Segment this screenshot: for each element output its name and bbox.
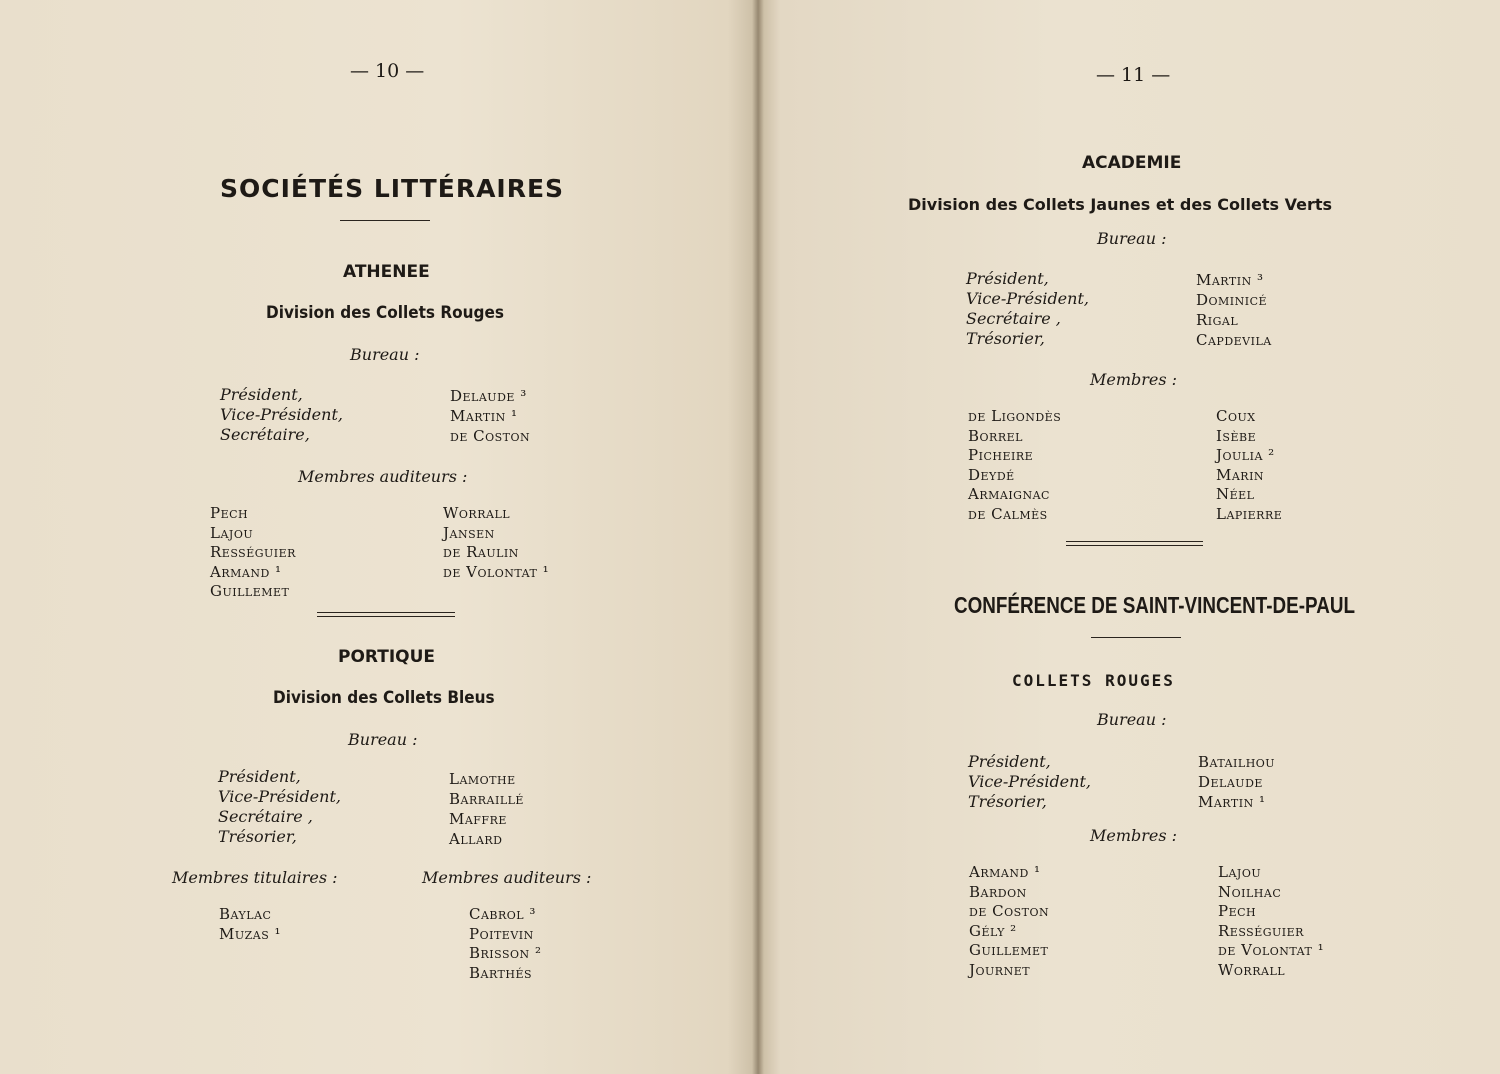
role-tresorier: Trésorier, (218, 827, 297, 846)
role-president: Président, (218, 767, 301, 786)
bureau-name: Barraillé (449, 790, 524, 808)
member-name: Borrel (968, 426, 1023, 445)
member-name: Armaignac (968, 485, 1050, 503)
member-name: Noilhac (1218, 882, 1282, 901)
role-secretaire: Secrétaire , (966, 309, 1061, 328)
role-vice-president: Vice-Président, (966, 289, 1089, 308)
athenee-bureau-roles (220, 385, 343, 445)
bureau-name: Maffre (449, 810, 507, 828)
collets-rouges-heading: COLLETS ROUGES (1012, 671, 1175, 690)
athenee-members-col1 (210, 504, 296, 602)
member-name: Baylac (219, 905, 272, 923)
member-name: Rességuier (210, 543, 296, 561)
member-name: Lajou (210, 523, 254, 542)
conference-members-heading: Membres : (1090, 826, 1178, 845)
conference-members-col2 (1218, 863, 1324, 980)
member-name: de Calmès (968, 504, 1048, 523)
portique-division: Division des Collets Bleus (273, 688, 495, 708)
bureau-name: Rigal (1196, 311, 1239, 329)
athenee-bureau-names (450, 386, 530, 446)
member-name: Coux (1216, 407, 1256, 425)
academie-heading: ACADEMIE (1082, 153, 1182, 173)
bureau-name: Martin ¹ (1198, 793, 1266, 811)
member-name: Guillemet (969, 941, 1049, 959)
page-number-right: — 11 — (1096, 64, 1171, 86)
portique-bureau-names (449, 769, 524, 849)
role-president: Président, (968, 752, 1051, 771)
role-vice-president: Vice-Président, (218, 787, 341, 806)
member-name: Worrall (1218, 960, 1286, 979)
member-name: Joulia ² (1216, 446, 1275, 464)
bureau-name: Batailhou (1198, 753, 1276, 771)
athenee-members-heading: Membres auditeurs : (298, 467, 468, 486)
conference-title: CONFÉRENCE DE SAINT-VINCENT-DE-PAUL (954, 592, 1355, 618)
academie-members-heading: Membres : (1090, 370, 1178, 389)
member-name: de Volontat ¹ (443, 562, 550, 581)
member-name: Journet (969, 960, 1031, 979)
academie-bureau-label: Bureau : (1097, 229, 1167, 248)
member-name: Jansen (443, 523, 495, 542)
bureau-name: Delaude (1198, 773, 1263, 791)
academie-bureau-names (1196, 270, 1272, 350)
conference-bureau-names (1198, 752, 1275, 812)
member-name: Marin (1216, 465, 1265, 484)
title-rule (1091, 637, 1181, 638)
portique-heading: PORTIQUE (338, 647, 436, 667)
member-name: Armand ¹ (969, 863, 1041, 881)
bureau-name: Delaude ³ (450, 387, 527, 405)
member-name: Pech (1218, 902, 1257, 920)
auditeurs-heading: Membres auditeurs : (422, 868, 592, 887)
titulaires-heading: Membres titulaires : (172, 868, 338, 887)
member-name: Gély ² (969, 921, 1017, 940)
member-name: Lapierre (1216, 504, 1283, 523)
auditeurs-list (469, 905, 541, 983)
bureau-name: de Coston (450, 427, 531, 445)
member-name: Isèbe (1216, 426, 1257, 445)
member-name: Rességuier (1218, 921, 1304, 940)
member-name: Cabrol ³ (469, 905, 536, 923)
member-name: de Volontat ¹ (1218, 941, 1325, 959)
member-name: Brisson ² (469, 944, 542, 962)
conference-bureau-roles (968, 752, 1091, 812)
athenee-members-col2 (443, 504, 549, 582)
bureau-name: Capdevila (1196, 331, 1272, 349)
academie-members-col2 (1216, 407, 1282, 524)
role-vice-president: Vice-Président, (220, 405, 343, 424)
role-president: Président, (966, 269, 1049, 288)
portique-bureau-label: Bureau : (348, 730, 418, 749)
section-divider (317, 612, 455, 617)
role-tresorier: Trésorier, (966, 329, 1045, 348)
bureau-name: Martin ³ (1196, 271, 1264, 289)
bureau-name: Lamothe (449, 770, 516, 788)
page-title: SOCIÉTÉS LITTÉRAIRES (220, 174, 565, 203)
role-tresorier: Trésorier, (968, 792, 1047, 811)
member-name: de Raulin (443, 543, 519, 561)
member-name: Muzas ¹ (219, 924, 282, 943)
member-name: Bardon (969, 882, 1027, 901)
titulaires-list (219, 905, 281, 944)
bureau-name: Dominicé (1196, 291, 1268, 309)
role-president: Président, (220, 385, 303, 404)
member-name: Armand ¹ (210, 562, 282, 581)
member-name: de Ligondès (968, 407, 1062, 425)
member-name: Lajou (1218, 863, 1262, 881)
athenee-division: Division des Collets Rouges (266, 303, 504, 323)
conference-members-col1 (969, 863, 1049, 980)
member-name: de Coston (969, 902, 1050, 920)
section-divider (1066, 541, 1203, 546)
role-secretaire: Secrétaire, (220, 425, 310, 444)
member-name: Barthés (469, 963, 533, 982)
member-name: Néel (1216, 485, 1255, 503)
portique-bureau-roles (218, 767, 341, 847)
member-name: Picheire (968, 446, 1034, 464)
member-name: Deydé (968, 465, 1015, 484)
member-name: Poitevin (469, 924, 534, 943)
bureau-name: Allard (449, 830, 503, 848)
member-name: Pech (210, 504, 249, 522)
role-vice-president: Vice-Président, (968, 772, 1091, 791)
page-number-left: — 10 — (350, 60, 425, 82)
academie-bureau-roles (966, 269, 1089, 349)
academie-members-col1 (968, 407, 1061, 524)
athenee-heading: ATHENEE (343, 262, 430, 282)
conference-bureau-label: Bureau : (1097, 710, 1167, 729)
member-name: Guillemet (210, 582, 290, 600)
member-name: Worrall (443, 504, 511, 522)
book-gutter (752, 0, 764, 1074)
academie-division: Division des Collets Jaunes et des Collets Verts (908, 195, 1332, 214)
athenee-bureau-label: Bureau : (350, 345, 420, 364)
bureau-name: Martin ¹ (450, 407, 518, 425)
title-rule (340, 220, 430, 221)
role-secretaire: Secrétaire , (218, 807, 313, 826)
